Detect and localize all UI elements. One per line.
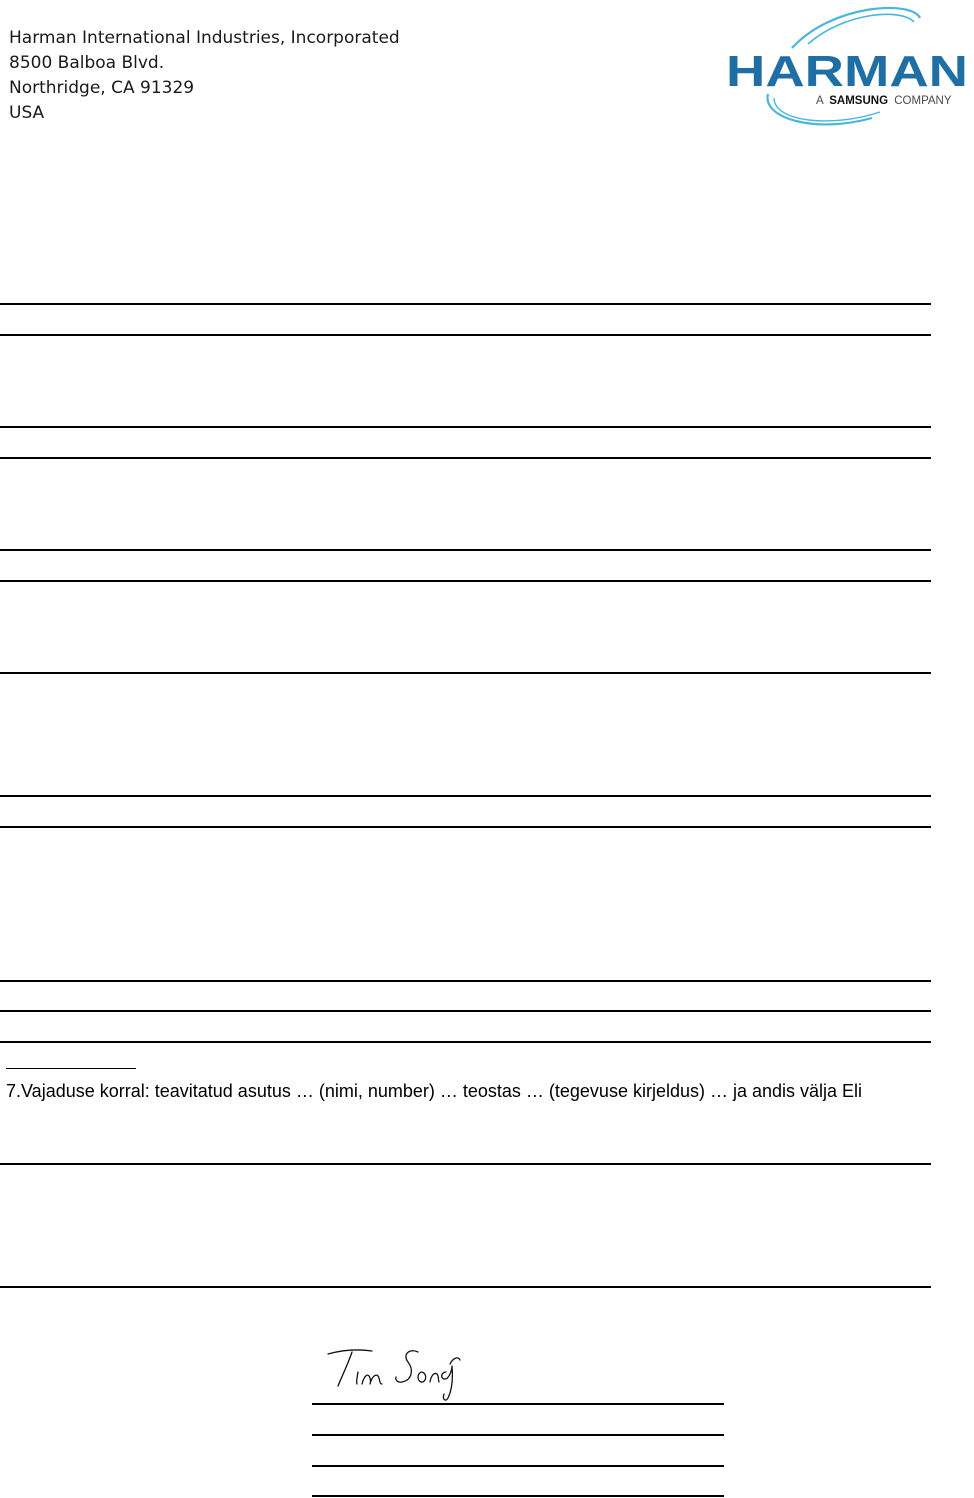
signature-line — [312, 1403, 724, 1405]
form-line — [0, 303, 931, 305]
form-line — [0, 549, 931, 551]
form-line — [0, 1163, 931, 1165]
address-line-city: Northridge, CA 91329 — [9, 78, 195, 98]
address-line-street: 8500 Balboa Blvd. — [9, 53, 165, 73]
logo-tagline-suffix: COMPANY — [894, 95, 952, 107]
logo-tagline-prefix: A — [816, 95, 824, 107]
form-line — [0, 1041, 931, 1043]
logo-brand: HARMAN — [726, 47, 968, 96]
signature-line — [312, 1465, 724, 1467]
form-line — [0, 826, 931, 828]
harman-logo — [722, 6, 972, 136]
form-line — [0, 1010, 931, 1012]
address-line-country: USA — [9, 103, 45, 123]
footnote-separator — [6, 1068, 136, 1069]
form-line — [0, 672, 931, 674]
signature-line — [312, 1495, 724, 1497]
address-line-company: Harman International Industries, Incorporated — [9, 28, 400, 48]
form-line — [0, 1286, 931, 1288]
handwritten-signature — [322, 1342, 472, 1404]
form-line — [0, 457, 931, 459]
form-line — [0, 334, 931, 336]
form-line — [0, 980, 931, 982]
footnote-text: 7.Vajaduse korral: teavitatud asutus … (nimi, number) … teostas … (tegevuse kirjeldus) … ja andis välja Eli — [6, 1081, 863, 1101]
form-line — [0, 580, 931, 582]
form-line — [0, 426, 931, 428]
form-line — [0, 795, 931, 797]
signature-line — [312, 1434, 724, 1436]
address-block — [9, 26, 400, 126]
svg-text:A SAMSUNG COMPANY — [816, 95, 952, 107]
logo-tagline-brand: SAMSUNG — [829, 95, 889, 107]
